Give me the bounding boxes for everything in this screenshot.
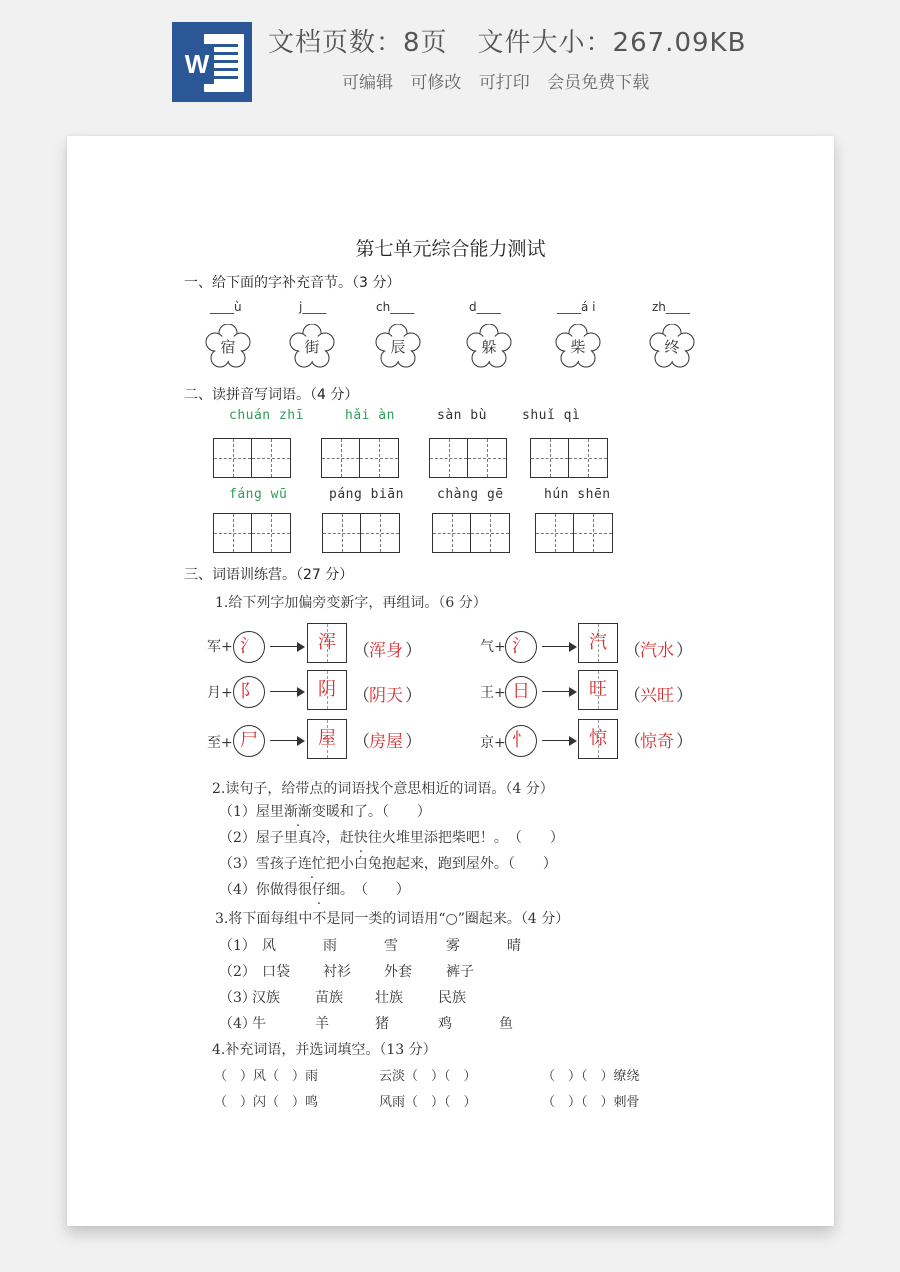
section2-heading: 二、读拼音写词语。（4 分） [184, 387, 359, 403]
writing-grid[interactable] [530, 438, 608, 478]
flower-char: 宿 [220, 338, 236, 356]
flower-char: 街 [304, 338, 320, 356]
sentence-line: （2）屋子里真冷，赶快往火堆里添把柴吧！。 （ ） [219, 830, 564, 846]
radical-circle[interactable]: 阝 [233, 676, 265, 708]
pinyin-prompt: hún shēn [544, 487, 611, 502]
flower-char-box [375, 324, 421, 370]
feature-editable: 可编辑 [342, 73, 393, 93]
answer-paren-open: （ [624, 732, 641, 752]
question-3-1-prompt: 1.给下列字加偏旁变新字，再组词。（6 分） [215, 595, 487, 611]
pinyin-blank: ch____ [376, 300, 415, 314]
page-count: 文档页数：8页 [268, 28, 448, 58]
feature-member-download: 会员免费下载 [547, 73, 650, 93]
new-char-box[interactable]: 惊 [578, 719, 618, 759]
flower-char-box [649, 324, 695, 370]
group-word[interactable]: 壮族 [375, 990, 403, 1006]
arrow-icon [270, 687, 304, 697]
answer-word[interactable]: 汽水 [640, 641, 674, 661]
radical-circle[interactable]: 氵 [233, 631, 265, 663]
feature-modifiable: 可修改 [410, 73, 462, 93]
document-title: 第七单元综合能力测试 [355, 238, 546, 260]
pinyin-blank: ____ù [210, 300, 242, 314]
pinyin-blank: d____ [469, 300, 501, 314]
writing-grid[interactable] [322, 513, 400, 553]
feature-printable: 可打印 [478, 73, 530, 93]
new-char-box[interactable]: 阴 [307, 670, 347, 710]
radical-circle[interactable]: 尸 [233, 725, 265, 757]
radical-circle[interactable]: 日 [505, 676, 537, 708]
flower-char-box [466, 324, 512, 370]
answer-paren-close: ） [405, 732, 422, 752]
section1-heading: 一、给下面的字补充音节。（3 分） [184, 275, 401, 291]
group-word[interactable]: 雾 [446, 938, 460, 954]
document-page [67, 136, 834, 1226]
feature-list [342, 68, 657, 93]
pinyin-prompt: hǎi àn [345, 408, 395, 423]
word-icon-letter: W [180, 44, 214, 84]
answer-paren-open: （ [353, 641, 370, 661]
writing-grid[interactable] [321, 438, 399, 478]
new-char-box[interactable]: 旺 [578, 670, 618, 710]
flower-char: 柴 [570, 338, 586, 356]
base-char: 气+ [480, 639, 506, 655]
group-word[interactable]: 牛 [252, 1016, 266, 1032]
group-word[interactable]: 羊 [315, 1016, 329, 1032]
group-label: （2） [219, 964, 256, 980]
writing-grid[interactable] [432, 513, 510, 553]
answer-word[interactable]: 惊奇 [640, 732, 674, 752]
group-word[interactable]: 苗族 [315, 990, 343, 1006]
base-char: 月+ [207, 685, 233, 701]
sentence-line: （3）雪孩子连忙把小白兔抱起来，跑到屋外。（ ） [219, 856, 557, 872]
question-3-3-prompt: 3.将下面每组中不是同一类的词语用“○”圈起来。（4 分） [215, 911, 570, 927]
flower-char-box [205, 324, 251, 370]
new-char-box[interactable]: 屋 [307, 719, 347, 759]
radical-circle[interactable]: 氵 [505, 631, 537, 663]
pinyin-blank: ____á i [557, 300, 596, 314]
base-char: 至+ [207, 735, 233, 751]
group-word[interactable]: 衬衫 [323, 964, 351, 980]
base-char: 京+ [480, 735, 506, 751]
base-char: 王+ [480, 685, 506, 701]
fill-in-idiom[interactable]: （ ）闪（ ）鸣 [214, 1095, 319, 1110]
base-char: 军+ [207, 639, 233, 655]
pinyin-prompt: shuǐ qì [522, 408, 581, 423]
group-word[interactable]: 鱼 [499, 1016, 513, 1032]
answer-paren-close: ） [405, 641, 422, 661]
file-info [268, 22, 746, 58]
group-word[interactable]: 汉族 [252, 990, 280, 1006]
writing-grid[interactable] [429, 438, 507, 478]
fill-in-idiom[interactable]: 云淡（ ）（ ） [379, 1069, 477, 1084]
answer-paren-open: （ [353, 732, 370, 752]
fill-in-idiom[interactable]: （ ）（ ）缭绕 [542, 1069, 640, 1084]
answer-word[interactable]: 房屋 [369, 732, 403, 752]
pinyin-blank: zh____ [652, 300, 690, 314]
arrow-icon [270, 642, 304, 652]
pinyin-prompt: chàng gē [437, 487, 504, 502]
answer-paren-open: （ [624, 641, 641, 661]
group-label: （1） [219, 938, 256, 954]
pinyin-prompt: fáng wū [229, 487, 288, 502]
group-word[interactable]: 风 [262, 938, 276, 954]
answer-word[interactable]: 阴天 [369, 686, 403, 706]
group-word[interactable]: 口袋 [262, 964, 290, 980]
section3-heading: 三、词语训练营。（27 分） [184, 567, 354, 583]
answer-paren-close: ） [405, 686, 422, 706]
answer-paren-open: （ [624, 686, 641, 706]
answer-paren-close: ） [676, 686, 693, 706]
answer-paren-close: ） [676, 732, 693, 752]
group-word[interactable]: 鸡 [438, 1016, 452, 1032]
file-size: 文件大小：267.09KB [477, 28, 747, 58]
group-word[interactable]: 晴 [507, 938, 521, 954]
fill-in-idiom[interactable]: （ ）风（ ）雨 [214, 1069, 319, 1084]
writing-grid[interactable] [535, 513, 613, 553]
writing-grid[interactable] [213, 438, 291, 478]
question-3-4-prompt: 4.补充词语，并选词填空。（13 分） [212, 1042, 437, 1058]
group-label: （3） [219, 990, 256, 1006]
group-word[interactable]: 裤子 [446, 964, 474, 980]
flower-char: 终 [664, 338, 680, 356]
group-word[interactable]: 民族 [438, 990, 466, 1006]
arrow-icon [542, 736, 576, 746]
question-3-2-prompt: 2.读句子，给带点的词语找个意思相近的词语。（4 分） [212, 781, 554, 797]
arrow-icon [542, 642, 576, 652]
writing-grid[interactable] [213, 513, 291, 553]
group-label: （4） [219, 1016, 256, 1032]
fill-in-idiom[interactable]: 风雨（ ）（ ） [379, 1095, 477, 1110]
flower-char: 辰 [390, 338, 406, 356]
arrow-icon [542, 687, 576, 697]
pinyin-prompt: chuán zhī [229, 408, 304, 423]
flower-char: 躲 [481, 338, 497, 356]
new-char-box[interactable]: 汽 [578, 623, 618, 663]
flower-char-box [555, 324, 601, 370]
radical-circle[interactable]: 忄 [505, 725, 537, 757]
group-word[interactable]: 外套 [384, 964, 412, 980]
answer-word[interactable]: 浑身 [369, 641, 403, 661]
sentence-line: （4）你做得很仔细。 （ ） [219, 882, 410, 898]
group-word[interactable]: 猪 [375, 1016, 389, 1032]
answer-paren-open: （ [353, 686, 370, 706]
group-word[interactable]: 雪 [384, 938, 398, 954]
answer-paren-close: ） [676, 641, 693, 661]
word-icon [172, 22, 252, 102]
fill-in-idiom[interactable]: （ ）（ ）刺骨 [542, 1095, 640, 1110]
pinyin-prompt: sàn bù [437, 408, 487, 423]
new-char-box[interactable]: 浑 [307, 623, 347, 663]
answer-word[interactable]: 兴旺 [640, 686, 674, 706]
arrow-icon [270, 736, 304, 746]
pinyin-prompt: páng biān [329, 487, 404, 502]
sentence-line: （1）屋里渐渐变暖和了。（ ） [219, 804, 431, 820]
pinyin-blank: j____ [299, 300, 327, 314]
flower-char-box [289, 324, 335, 370]
group-word[interactable]: 雨 [323, 938, 337, 954]
